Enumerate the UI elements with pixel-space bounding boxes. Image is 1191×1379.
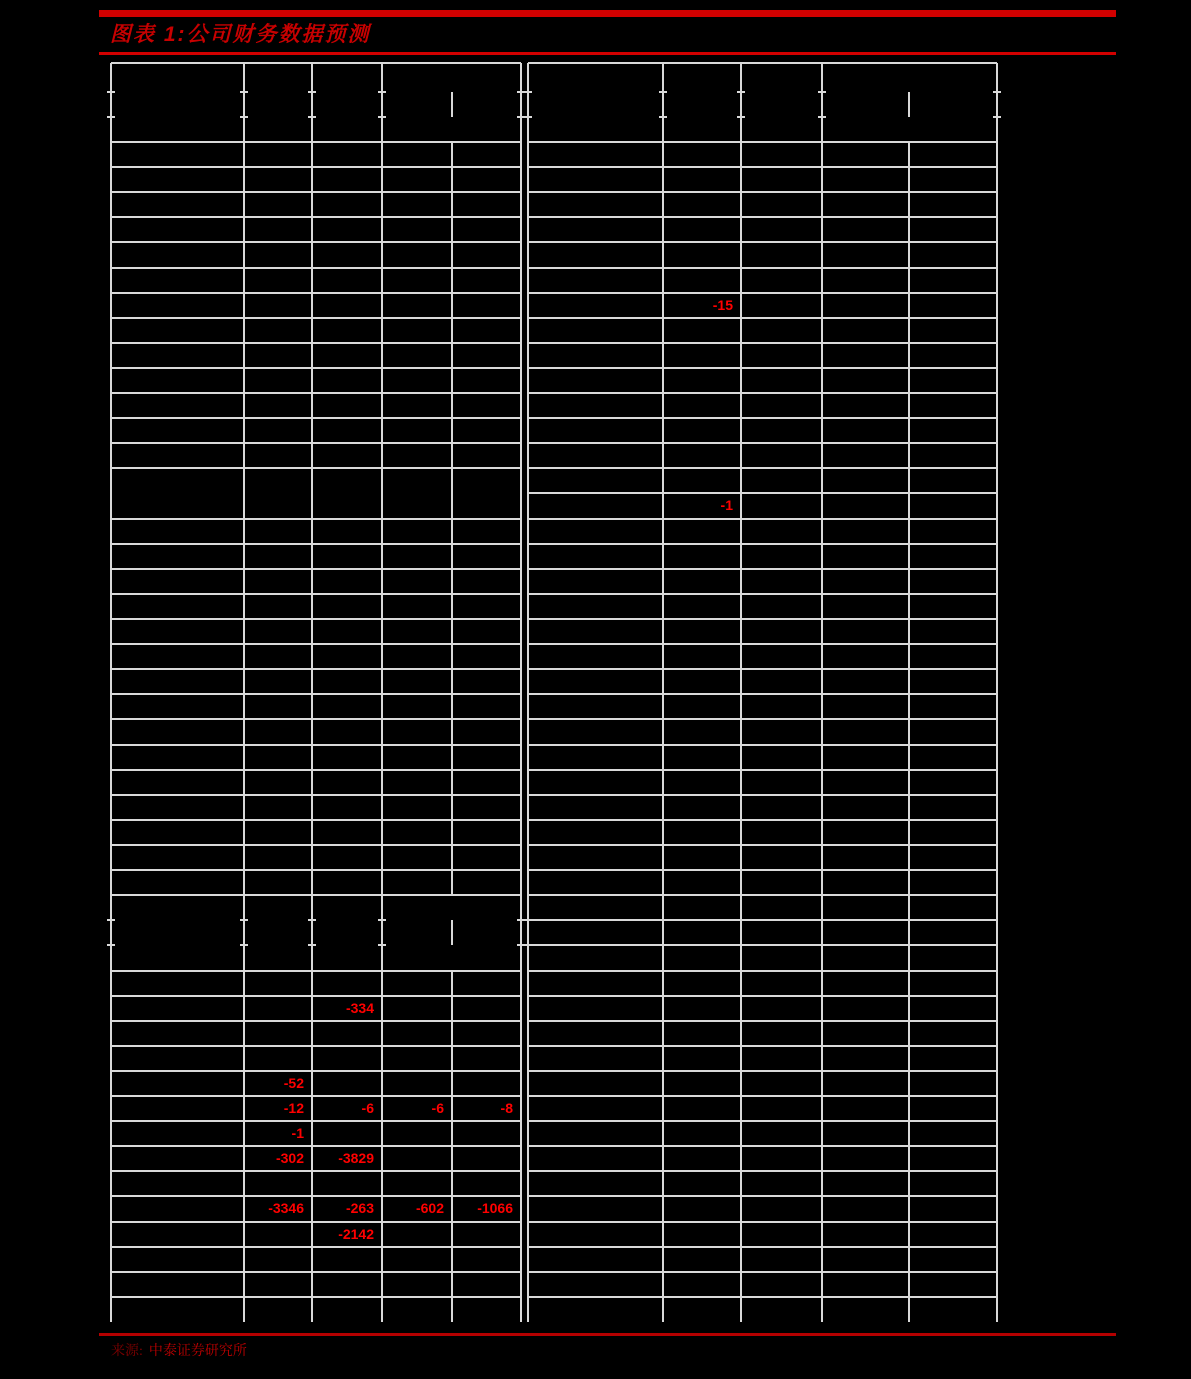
grid-hline xyxy=(528,1271,997,1273)
grid-hline xyxy=(528,718,997,720)
grid-tick xyxy=(737,116,745,118)
table-cell-value: -15 xyxy=(712,296,733,313)
grid-hline xyxy=(528,794,997,796)
table-cell-value: -302 xyxy=(275,1150,304,1167)
grid-tick xyxy=(659,116,667,118)
table-cell-value: -602 xyxy=(415,1200,444,1217)
grid-hline xyxy=(528,342,997,344)
grid-hline xyxy=(528,62,997,64)
grid-hline xyxy=(528,317,997,319)
grid-hline xyxy=(528,1170,997,1172)
grid-hline xyxy=(528,442,997,444)
grid-hline xyxy=(528,919,997,921)
table-cell-value: -3829 xyxy=(338,1150,374,1167)
grid-hline xyxy=(528,1120,997,1122)
grid-hline xyxy=(528,844,997,846)
grid-vline xyxy=(908,92,910,117)
table-cell-value: -3346 xyxy=(268,1200,304,1217)
grid-hline xyxy=(528,1246,997,1248)
grid-hline xyxy=(528,543,997,545)
grid-hline xyxy=(528,392,997,394)
grid-hline xyxy=(528,618,997,620)
grid-hline xyxy=(528,1296,997,1298)
grid-hline xyxy=(528,1095,997,1097)
grid-hline xyxy=(528,970,997,972)
grid-hline xyxy=(528,1070,997,1072)
grid-vline xyxy=(996,63,998,1322)
grid-hline xyxy=(528,643,997,645)
grid-hline xyxy=(528,568,997,570)
grid-hline xyxy=(528,367,997,369)
grid-hline xyxy=(528,995,997,997)
grid-hline xyxy=(528,593,997,595)
table-cell-value: -1066 xyxy=(477,1200,513,1217)
grid-tick xyxy=(818,116,826,118)
grid-vline xyxy=(821,63,823,1322)
grid-hline xyxy=(528,668,997,670)
grid-tick xyxy=(993,91,1001,93)
table-cell-value: -334 xyxy=(345,999,374,1016)
grid-hline xyxy=(528,944,997,946)
grid-vline xyxy=(527,63,529,1322)
grid-hline xyxy=(528,141,997,143)
grid-hline xyxy=(528,467,997,469)
chart-title: 图表 1:公司财务数据预测 xyxy=(110,23,371,46)
grid-tick xyxy=(659,91,667,93)
grid-hline xyxy=(528,216,997,218)
grid-hline xyxy=(528,744,997,746)
grid-hline xyxy=(528,292,997,294)
table-cell-value: -2142 xyxy=(338,1225,374,1242)
grid-hline xyxy=(528,1020,997,1022)
table-cell-value: -1 xyxy=(720,497,733,514)
grid-hline xyxy=(528,518,997,520)
grid-hline xyxy=(528,869,997,871)
grid-vline xyxy=(740,63,742,1322)
table-cell-value: -6 xyxy=(361,1100,374,1117)
source-name: 中泰证券研究所 xyxy=(148,1344,247,1359)
source-line xyxy=(111,1340,247,1360)
grid-hline xyxy=(528,1221,997,1223)
grid-vline xyxy=(908,142,910,1322)
footer-rule xyxy=(99,1333,1116,1336)
grid-hline xyxy=(528,819,997,821)
table-cell-value: -1 xyxy=(291,1125,304,1142)
grid-hline xyxy=(528,1195,997,1197)
grid-tick xyxy=(993,116,1001,118)
table-cell-value: -8 xyxy=(500,1100,513,1117)
grid-hline xyxy=(528,693,997,695)
grid-hline xyxy=(528,241,997,243)
table-cell-value: -12 xyxy=(283,1100,304,1117)
grid-vline xyxy=(662,63,664,1322)
grid-hline xyxy=(528,191,997,193)
grid-hline xyxy=(528,1145,997,1147)
grid-tick xyxy=(737,91,745,93)
grid-hline xyxy=(528,1045,997,1047)
table-cell-value: -6 xyxy=(431,1100,444,1117)
grid-tick xyxy=(818,91,826,93)
grid-hline xyxy=(528,267,997,269)
grid-hline xyxy=(528,166,997,168)
source-label: 来源: xyxy=(111,1344,143,1359)
grid-hline xyxy=(528,492,997,494)
table-cell-value: -263 xyxy=(345,1200,374,1217)
grid-hline xyxy=(528,417,997,419)
grid-hline xyxy=(528,894,997,896)
table-cell-value: -52 xyxy=(283,1074,304,1091)
grid-hline xyxy=(528,769,997,771)
